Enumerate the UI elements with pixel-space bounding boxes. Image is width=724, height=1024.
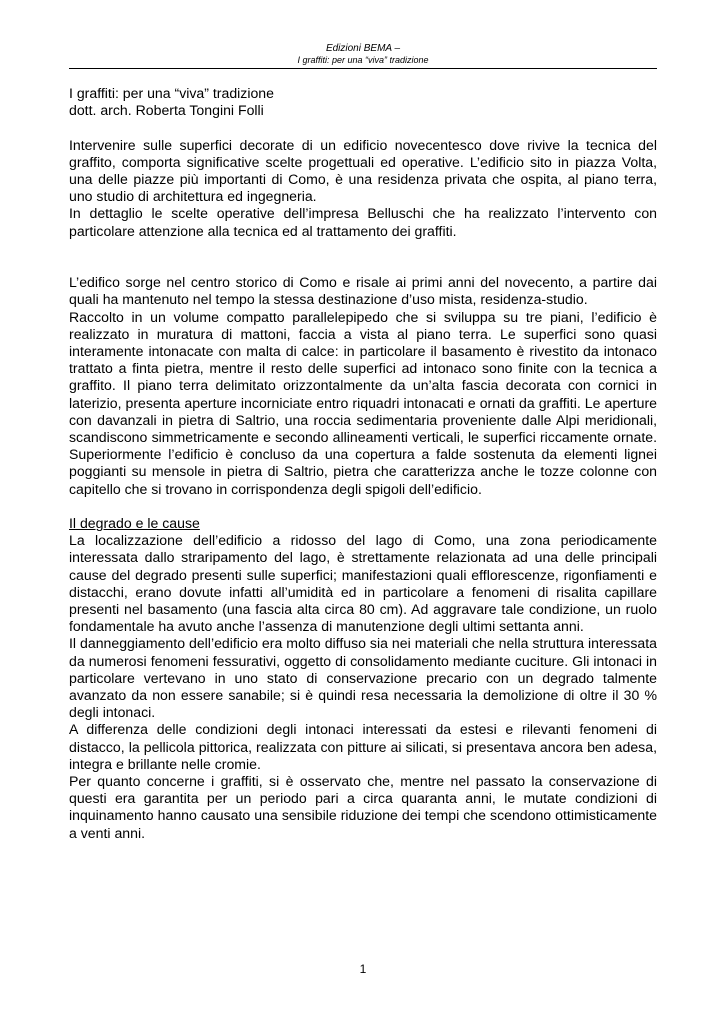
description-paragraph: L’edifico sorge nel centro storico di Como e risale ai primi anni del novecento, a partire dai quali ha mantenuto nel tempo la stessa destinazione d’uso mista, residenza-studio. (69, 274, 657, 308)
article-author: dott. arch. Roberta Tongini Folli (69, 102, 264, 119)
article-title: I graffiti: per una “viva” tradizione (69, 85, 274, 101)
header-rule (69, 68, 657, 69)
section-paragraph: Per quanto concerne i graffiti, si è osservato che, mentre nel passato la conservazione di questi era garantita per un periodo pari a circa quaranta anni, le mutate condizioni di inquinamento hanno causato una sensibile riduzione dei tempi che scendono ottimisticamente a venti anni. (69, 773, 657, 841)
spacer (69, 240, 657, 274)
header-subtitle: I graffiti: per una “viva” tradizione (297, 55, 429, 65)
description-paragraph: Raccolto in un volume compatto parallelepipedo che si sviluppa su tre piani, l’edificio è realizzato in muratura di mattoni, faccia a vista al piano terra. Le superfici sono quasi interamente intonacate con malta di calce: in particolare il basamento è rivestito da intonaco trattato a finta pietra, mentre il resto delle superfici ad intonaco sono finite con la tecnica a graffito. Il piano terra delimitato orizzontalmente da un’alta fascia decorata con cornici in laterizio, presenta aperture incorniciate entro riquadri intonacati e ornati da graffiti. Le aperture con davanzali in pietra di Saltrio, una roccia sedimentaria proveniente dalle Alpi meridionali, scandiscono simmetricamente e secondo allineamenti verticali, le superfici riccamente ornate. Superiormente l’edificio è concluso da una copertura a falde sostenuta da elementi lignei poggianti su mensole in pietra di Saltrio, pietra che caratterizza anche le tozze colonne con capitello che si trovano in corrispondenza degli spigoli dell’edificio. (69, 308, 657, 497)
section-paragraph: Il danneggiamento dell’edificio era molto diffuso sia nei materiali che nella struttura interessata da numerosi fenomeni fessurativi, oggetto di consolidamento mediante cuciture. Gli intonaci in particolare vertevano in uno stato di conservazione precario con un degrado talmente avanzato da non essere sanabile; si è quindi resa necessaria la demolizione di oltre il 30 % degli intonaci. (69, 635, 657, 721)
section-heading: Il degrado e le cause (69, 515, 200, 532)
running-header (69, 43, 657, 66)
document-page (69, 0, 657, 1024)
intro-paragraph: Intervenire sulle superfici decorate di un edificio novecentesco dove rivive la tecnica del graffito, comporta significative scelte progettuali ed operative. L’edificio sito in piazza Volta, una delle piazze più importanti di Como, è una residenza privata che ospita, al piano terra, uno studio di architettura ed ingegneria. (69, 136, 657, 205)
intro-paragraph: In dettaglio le scelte operative dell’impresa Belluschi che ha realizzato l’intervento con particolare attenzione alla tecnica ed al trattamento dei graffiti. (69, 205, 657, 239)
page-number: 1 (359, 962, 367, 976)
spacer (69, 498, 657, 515)
section-paragraph: A differenza delle condizioni degli intonaci interessati da estesi e rilevanti fenomeni di distacco, la pellicola pittorica, realizzata con pitture ai silicati, si presentava ancora ben adesa, integra e brillante nelle cromie. (69, 721, 657, 772)
section-paragraph: La localizzazione dell’edificio a ridosso del lago di Como, una zona periodicamente interessata dallo straripamento del lago, è strettamente relazionata ad una delle principali cause del degrado presenti sulle superfici; manifestazioni quali efflorescenze, rigonfiamenti e distacchi, erano dovute infatti all’umidità ed in particolare a fenomeni di risalita capillare presenti nel basamento (una fascia alta circa 80 cm). Ad aggravare tale condizione, un ruolo fondamentale ha avuto anche l’assenza di manutenzione degli ultimi settanta anni. (69, 532, 657, 635)
article-body (69, 85, 657, 842)
spacer (69, 119, 657, 136)
header-publisher: Edizioni BEMA – (325, 43, 401, 54)
